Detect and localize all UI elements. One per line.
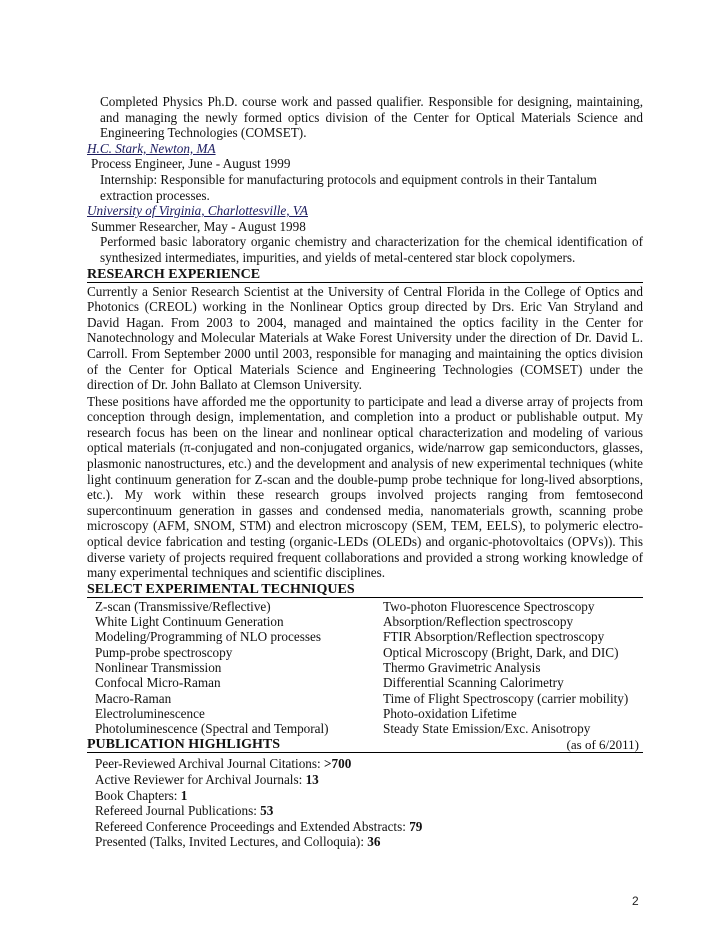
publication-label: Active Reviewer for Archival Journals: bbox=[95, 772, 306, 788]
technique-right: Optical Microscopy (Bright, Dark, and DIC) bbox=[383, 644, 619, 660]
research-heading bbox=[87, 267, 643, 283]
publications-as-of: (as of 6/2011) bbox=[566, 737, 639, 753]
publication-label: Book Chapters: bbox=[95, 787, 181, 803]
techniques-grid bbox=[87, 599, 643, 737]
technique-left: Modeling/Programming of NLO processes bbox=[95, 629, 321, 645]
technique-left: Macro-Raman bbox=[95, 690, 172, 706]
publication-item bbox=[95, 788, 643, 804]
uva-title: Summer Researcher, May - August 1998 bbox=[91, 218, 306, 234]
technique-right: Thermo Gravimetric Analysis bbox=[383, 660, 541, 675]
publication-item bbox=[95, 819, 643, 835]
technique-left: Confocal Micro-Raman bbox=[95, 675, 221, 691]
technique-right: Absorption/Reflection spectroscopy bbox=[383, 614, 574, 630]
technique-right: Two-photon Fluorescence Spectroscopy bbox=[383, 598, 595, 614]
technique-left: Nonlinear Transmission bbox=[95, 660, 222, 675]
page-number: 2 bbox=[632, 894, 639, 908]
techniques-heading-text: SELECT EXPERIMENTAL TECHNIQUES bbox=[87, 581, 355, 597]
uva-description: Performed basic laboratory organic chemistry and characterization for the chemical identification of synthesized intermediates, impurities, and yields of metal-centered star block copolymers. bbox=[100, 234, 643, 265]
publication-item bbox=[95, 834, 643, 850]
technique-left: Pump-probe spectroscopy bbox=[95, 644, 233, 660]
technique-left: Electroluminescence bbox=[95, 705, 205, 721]
technique-right: Photo-oxidation Lifetime bbox=[383, 705, 517, 721]
research-paragraph-2: These positions have afforded me the opportunity to participate and lead a diverse array of projects from conception through design, implementation, and completion into a product or publishable output. My research focus has been on the linear and nonlinear optical characterization and modeling of various optical materials (π-conjugated and non-conjugated organics, wide/narrow gap semiconductors, glasses, plasmonic nanostructures, etc.) and the development and analysis of new experimental techniques (white light continuum generation for Z-scan and the double-pump probe technique for long-lived absorptions, etc.). My work within these research groups involved projects ranging from femtosecond supercontinuum generation in gasses and condensed media, nanomaterials growth, scanning probe microscopy (AFM, SNOM, STM) and electron microscopy (SEM, TEM, EELS), to polymeric electro-optical device fabrication and testing (organic-LEDs (OLEDs) and organic-photovoltaics (OPVs)). This diverse variety of projects required frequent collaborations and provided a strong working knowledge of many experimental techniques and scientific disciplines. bbox=[87, 393, 643, 581]
publications-heading bbox=[87, 737, 643, 753]
comset-description: Completed Physics Ph.D. course work and passed qualifier. Responsible for designing, maintaining, and managing the newly formed optics division of the Center for Optical Materials Science and Engineering Technologies (COMSET). bbox=[100, 94, 643, 141]
technique-right: Time of Flight Spectroscopy (carrier mobility) bbox=[383, 690, 629, 706]
publications-heading-text: PUBLICATION HIGHLIGHTS bbox=[87, 737, 281, 753]
technique-right: Differential Scanning Calorimetry bbox=[383, 675, 564, 691]
publication-label: Refereed Conference Proceedings and Extended Abstracts: bbox=[95, 818, 410, 834]
publication-value: 36 bbox=[367, 834, 381, 850]
technique-left: White Light Continuum Generation bbox=[95, 614, 284, 630]
employer-uva: University of Virginia, Charlottesville, VA bbox=[87, 203, 308, 219]
publication-label: Refereed Journal Publications: bbox=[95, 803, 261, 819]
employer-hcstark: H.C. Stark, Newton, MA bbox=[87, 140, 216, 156]
hcstark-description: Internship: Responsible for manufacturing protocols and equipment controls in their Tantalum extraction processes. bbox=[100, 171, 597, 203]
resume-page bbox=[87, 94, 643, 850]
technique-left: Z-scan (Transmissive/Reflective) bbox=[95, 598, 271, 614]
publication-value: 53 bbox=[260, 803, 274, 819]
publication-value: 1 bbox=[180, 787, 188, 803]
hcstark-title: Process Engineer, June - August 1999 bbox=[91, 156, 291, 172]
technique-right: Steady State Emission/Exc. Anisotropy bbox=[383, 721, 591, 737]
publication-item bbox=[95, 772, 643, 788]
publication-label: Presented (Talks, Invited Lectures, and Colloquia): bbox=[95, 834, 368, 850]
publication-value: 79 bbox=[409, 818, 423, 834]
technique-right: FTIR Absorption/Reflection spectroscopy bbox=[383, 629, 605, 645]
techniques-heading bbox=[87, 582, 643, 598]
publication-value: >700 bbox=[324, 756, 352, 772]
publication-label: Peer-Reviewed Archival Journal Citations: bbox=[95, 756, 324, 772]
publication-item bbox=[95, 756, 643, 772]
publication-list bbox=[87, 756, 643, 850]
research-heading-text: RESEARCH EXPERIENCE bbox=[87, 266, 261, 282]
research-paragraph-1: Currently a Senior Research Scientist at the University of Central Florida in the College of Optics and Photonics (CREOL) working in the Nonlinear Optics group directed by Drs. Eric Van Stryland and David Hagan. From 2003 to 2004, managed and maintained the optics facility in the Center for Nanotechnology and Molecular Materials at Wake Forest University under the direction of Dr. David L. Carroll. From September 2000 until 2003, responsible for managing and maintaining the optics division of the Center for Optical Materials Science and Engineering Technologies (COMSET) under the direction of Dr. John Ballato at Clemson University. bbox=[87, 283, 643, 393]
publication-item bbox=[95, 803, 643, 819]
technique-left: Photoluminescence (Spectral and Temporal) bbox=[95, 721, 329, 737]
publication-value: 13 bbox=[305, 772, 319, 788]
